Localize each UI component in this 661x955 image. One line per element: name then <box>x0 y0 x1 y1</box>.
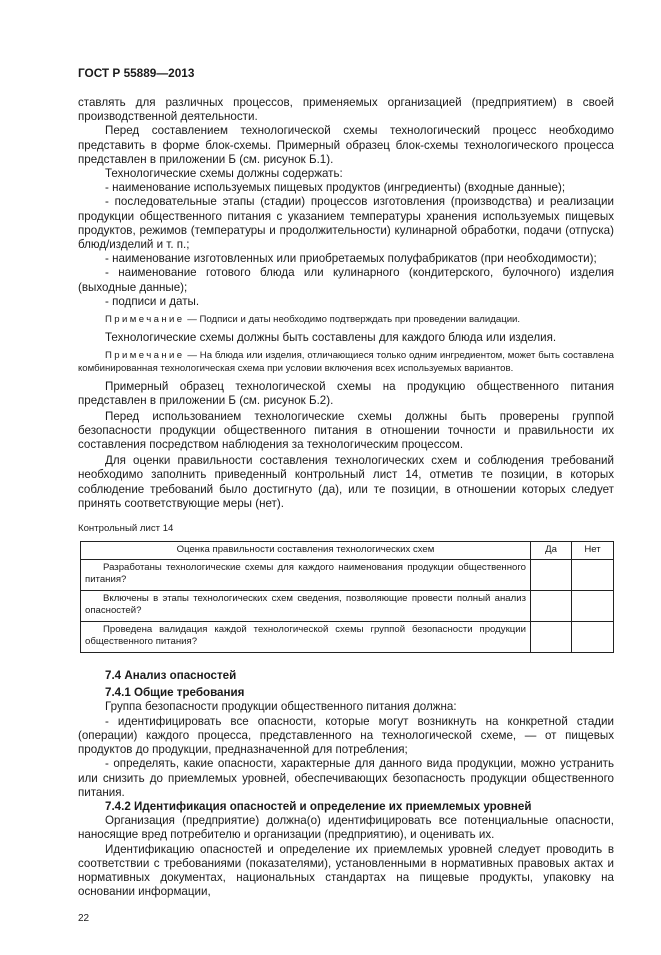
paragraph: Перед составлением технологической схемы технологический процесс необходимо представить в форме блок-схемы. Примерный образец блок-схемы технологического процесса представлен в приложении Б (см. рисунок Б.1). <box>78 124 614 166</box>
question-cell: Разработаны технологические схемы для каждого наименования продукции общественного питания? <box>81 560 531 591</box>
question-cell: Проведена валидация каждой технологической схемы группой безопасности продукции общественного питания? <box>81 622 531 653</box>
table-row <box>81 560 614 591</box>
table-header-row <box>81 542 614 560</box>
paragraph: - идентифицировать все опасности, которые могут возникнуть на конкретной стадии (операции) каждого процесса, представленного на технологической схеме, — от пищевых продуктов до продукции, предназначенной для потребления; <box>78 714 614 757</box>
document-header: ГОСТ Р 55889—2013 <box>78 66 195 80</box>
note-label: Примечание <box>105 314 185 326</box>
list-item: - наименование используемых пищевых продуктов (ингредиенты) (входные данные); <box>105 181 566 195</box>
list-item: - подписи и даты. <box>105 294 200 308</box>
page-number: 22 <box>78 913 90 925</box>
list-item: - последовательные этапы (стадии) процессов изготовления (производства) и реализации продукции общественного питания с указанием температуры хранения используемых пищевых продуктов, режимов (температуры и продолжительности) кулинарной обработки, подачи (отпуска) блюд/изделий и т. п.; <box>78 195 614 252</box>
paragraph: Перед использованием технологические схемы должны быть проверены группой безопасности продукции общественного питания в отношении точности и правильности их составления посредством наблюдения за технологическим процессом. <box>78 409 614 452</box>
paragraph: Технологические схемы должны содержать: <box>105 167 343 181</box>
note-2 <box>78 349 614 375</box>
no-cell[interactable] <box>572 560 614 591</box>
paragraph: Для оценки правильности составления технологических схем и соблюдения требований необходимо заполнить приведенный контрольный лист 14, отметив те позиции, в которых соблюдение требований было достигнуто (да), или те позиции, в отношении которых следует принять соответствующие меры (нет). <box>78 454 614 510</box>
yes-cell[interactable] <box>531 622 572 653</box>
column-header: Оценка правильности составления технологических схем <box>81 542 531 560</box>
paragraph: Примерный образец технологической схемы на продукцию общественного питания представлен в приложении Б (см. рисунок Б.2). <box>78 380 614 408</box>
yes-cell[interactable] <box>531 560 572 591</box>
question-cell: Включены в этапы технологических схем сведения, позволяющие провести полный анализ опасностей? <box>81 591 531 622</box>
column-header: Да <box>531 542 572 560</box>
column-header: Нет <box>572 542 614 560</box>
paragraph: Технологические схемы должны быть составлены для каждого блюда или изделия. <box>105 331 557 345</box>
document-body <box>78 96 614 899</box>
table-caption: Контрольный лист 14 <box>78 523 174 535</box>
paragraph: Группа безопасности продукции общественного питания должна: <box>105 700 457 714</box>
section-heading: 7.4.2 Идентификация опасностей и определение их приемлемых уровней <box>105 799 532 813</box>
paragraph: - определять, какие опасности, характерные для данного вида продукции, можно устранить или снизить до приемлемых уровней, обеспечивающих безопасность продукции общественного питания. <box>78 757 614 799</box>
list-item: - наименование готового блюда или кулинарного (кондитерского, булочного) изделия (выходные данные); <box>78 266 614 294</box>
list-item: - наименование изготовленных или приобретаемых полуфабрикатов (при необходимости); <box>105 252 597 266</box>
paragraph: Организация (предприятие) должна(о) идентифицировать все потенциальные опасности, наносящие вред потребителю и организации (предприятию), и оценивать их. <box>78 814 614 842</box>
note-text: — Подписи и даты необходимо подтверждать при проведении валидации. <box>184 314 521 326</box>
section-heading: 7.4.1 Общие требования <box>105 686 245 700</box>
table-row <box>81 591 614 622</box>
paragraph: Идентификацию опасностей и определение их приемлемых уровней следует проводить в соответствии с требованиями (показателями), установленными в нормативных правовых актах и нормативных документах, национальных стандартах на пищевые продукты, упаковку на основании информации, <box>78 842 614 899</box>
note-1 <box>78 313 614 326</box>
checklist-table <box>80 541 614 653</box>
note-label: Примечание <box>105 350 185 362</box>
note-text: — На блюда или изделия, отличающиеся только одним ингредиентом, может быть составлена комбинированная технологическая схема при условии включения всех используемых вариантов. <box>78 350 614 375</box>
no-cell[interactable] <box>572 622 614 653</box>
table-row <box>81 622 614 653</box>
section-heading: 7.4 Анализ опасностей <box>105 669 237 683</box>
paragraph: ставлять для различных процессов, применяемых организацией (предприятием) в своей производственной деятельности. <box>78 96 614 124</box>
yes-cell[interactable] <box>531 591 572 622</box>
no-cell[interactable] <box>572 591 614 622</box>
